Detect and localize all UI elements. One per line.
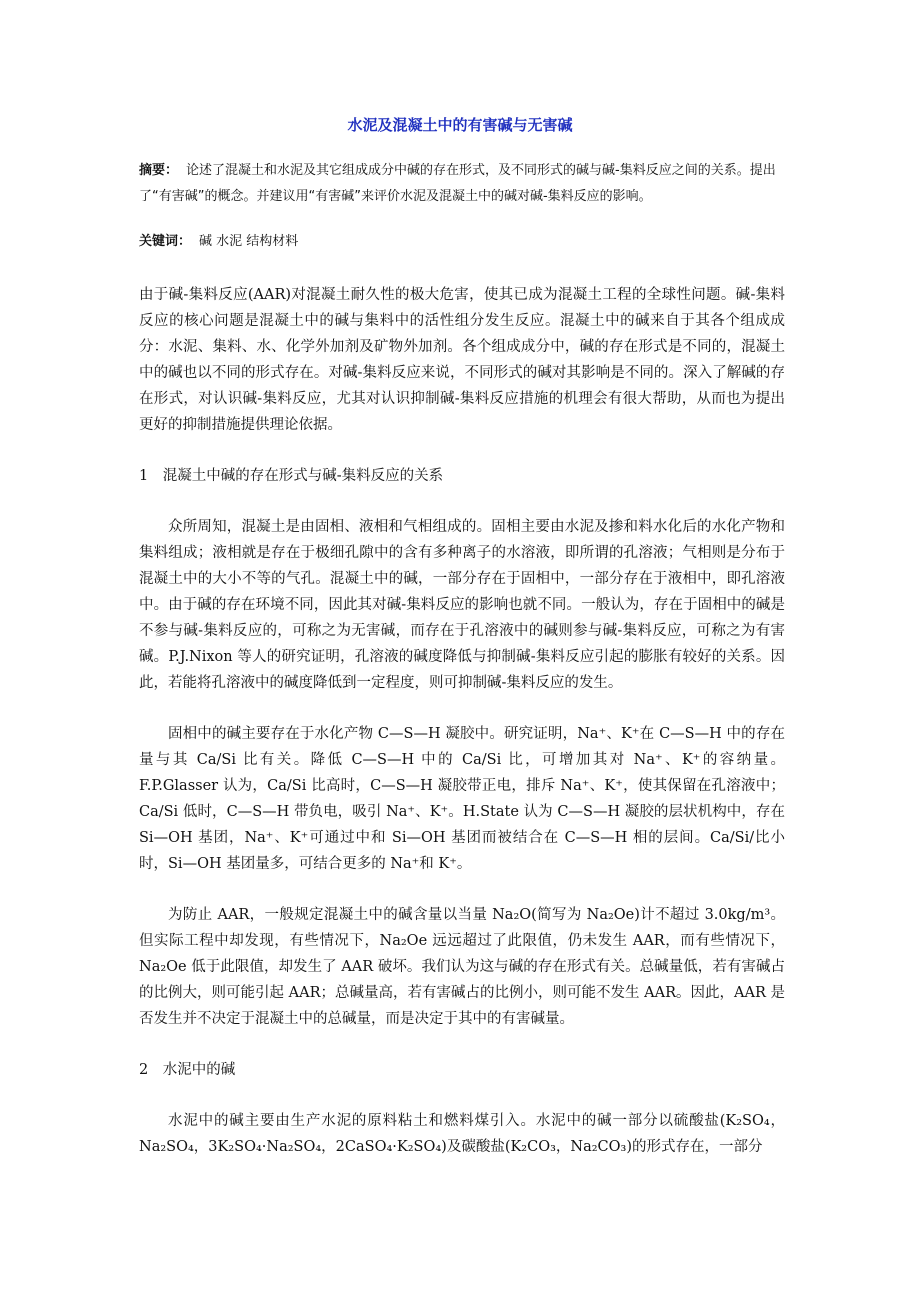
- abstract-text: 论述了混凝土和水泥及其它组成成分中碱的存在形式，及不同形式的碱与碱-集料反应之间的关系。提出了“有害碱”的概念。并建议用“有害碱”来评价水泥及混凝土中的碱对碱-集料反应的影响。: [139, 163, 776, 204]
- abstract: [139, 158, 789, 210]
- section-1-heading: 1 混凝土中碱的存在形式与碱-集料反应的关系: [139, 468, 444, 484]
- article-body: [139, 282, 785, 1185]
- keywords-label: 关键词：: [139, 234, 192, 249]
- document-title: 水泥及混凝土中的有害碱与无害碱: [347, 116, 573, 134]
- abstract-label: 摘要：: [139, 163, 179, 178]
- section-1-paragraph-3: 为防止 AAR，一般规定混凝土中的碱含量以当量 Na₂O(简写为 Na₂Oe)计不超过 3.0kg/m³。但实际工程中却发现，有些情况下，Na₂Oe 远远超过了此限值，仍未发生 AAR，而有些情况下，Na₂Oe 低于此限值，却发生了 AAR 破坏。我们认为这与碱的存在形式有关。总碱量低，若有害碱占的比例大，则可能引起 AAR；总碱量高，若有害碱占的比例小，则可能不发生 AAR。因此，AAR 是否发生并不决定于混凝土中的总碱量，而是决定于其中的有害碱量。: [139, 907, 785, 1027]
- keywords: [139, 232, 789, 252]
- section-2-heading: 2 水泥中的碱: [139, 1062, 236, 1078]
- section-1-paragraph-2: 固相中的碱主要存在于水化产物 C—S—H 凝胶中。研究证明，Na⁺、K⁺在 C—S—H 中的存在量与其 Ca/Si 比有关。降低 C—S—H 中的 Ca/Si 比，可增加其对 Na⁺、K⁺的容纳量。F.P.Glasser 认为，Ca/Si 比高时，C—S—H 凝胶带正电，排斥 Na⁺、K⁺，使其保留在孔溶液中；Ca/Si 低时，C—S—H 带负电，吸引 Na⁺、K⁺。H.State 认为 C—S—H 凝胶的层状机构中，存在 Si—OH 基团，Na⁺、K⁺可通过中和 Si—OH 基团而被结合在 C—S—H 相的层间。Ca/Si/比小时，Si—OH 基团量多，可结合更多的 Na⁺和 K⁺。: [139, 726, 785, 872]
- keywords-text: 碱 水泥 结构材料: [199, 234, 299, 249]
- intro-paragraph: 由于碱-集料反应(AAR)对混凝土耐久性的极大危害，使其已成为混凝土工程的全球性问题。碱-集料反应的核心问题是混凝土中的碱与集料中的活性组分发生反应。混凝土中的碱来自于其各个组成成分：水泥、集料、水、化学外加剂及矿物外加剂。各个组成成分中，碱的存在形式是不同的，混凝土中的碱也以不同的形式存在。对碱-集料反应来说，不同形式的碱对其影响是不同的。深入了解碱的存在形式，对认识碱-集料反应，尤其对认识抑制碱-集料反应措施的机理会有很大帮助，从而也为提出更好的抑制措施提供理论依据。: [139, 287, 785, 433]
- section-2-paragraph-1: 水泥中的碱主要由生产水泥的原料粘土和燃料煤引入。水泥中的碱一部分以硫酸盐(K₂SO₄，Na₂SO₄，3K₂SO₄·Na₂SO₄，2CaSO₄·K₂SO₄)及碳酸盐(K₂CO₃，Na₂CO₃)的形式存在，一部分: [139, 1113, 785, 1155]
- section-1-paragraph-1: 众所周知，混凝土是由固相、液相和气相组成的。固相主要由水泥及掺和料水化后的水化产物和集料组成；液相就是存在于极细孔隙中的含有多种离子的水溶液，即所谓的孔溶液；气相则是分布于混凝土中的大小不等的气孔。混凝土中的碱，一部分存在于固相中，一部分存在于液相中，即孔溶液中。由于碱的存在环境不同，因此其对碱-集料反应的影响也就不同。一般认为，存在于固相中的碱是不参与碱-集料反应的，可称之为无害碱，而存在于孔溶液中的碱则参与碱-集料反应，可称之为有害碱。P.J.Nixon 等人的研究证明，孔溶液的碱度降低与抑制碱-集料反应引起的膨胀有较好的关系。因此，若能将孔溶液中的碱度降低到一定程度，则可抑制碱-集料反应的发生。: [139, 519, 785, 691]
